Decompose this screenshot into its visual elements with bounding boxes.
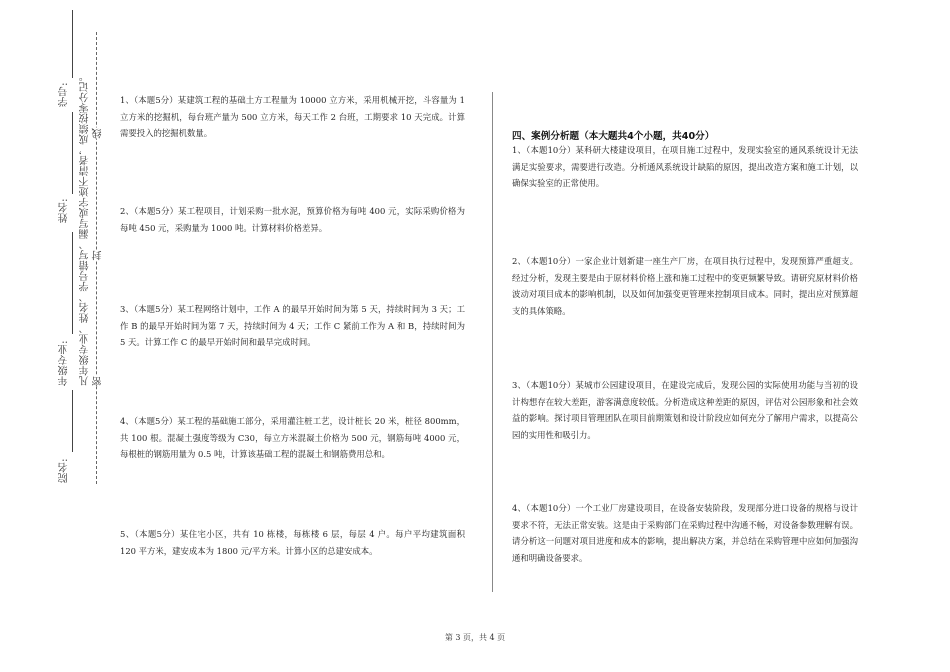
name-label: 姓名: xyxy=(59,198,70,223)
column-separator xyxy=(492,92,493,592)
left-question-3: 3、（本题5分）某工程网络计划中，工作 A 的最早开始时间为第 5 天，持续时间为 3 天；工作 B 的最早开始时间为第 7 天，持续时间为 4 天；工作 C 紧前工作为 A 和 B，持续时间为 5 天。计算工作 C 的最早开始时间和最早完成时间。 xyxy=(120,304,465,347)
left-question-1: 1、（本题5分）某建筑工程的基础土方工程量为 10000 立方米，采用机械开挖，斗容量为 1 立方米的挖掘机，每台班产量为 500 立方米，每天工作 2 台班，工期要求 10 天完成。计算需要投入的挖掘机数量。 xyxy=(120,95,465,138)
left-question-2: 2、（本题5分）某工程项目，计划采购一批水泥，预算价格为每吨 400 元，实际采购价格为每吨 450 元，采购量为 1000 吨。计算材料价格差异。 xyxy=(120,206,465,233)
right-question-4: 4、（本题10分）一个工业厂房建设项目，在设备安装阶段，发现部分进口设备的规格与设计要求不符，无法正常安装。这是由于采购部门在采购过程中沟通不畅，对设备参数理解有误。请分析这一问题对项目进度和成本的影响，提出解决方案，并总结在采购管理中应如何加强沟通和明确设备要求。 xyxy=(512,503,858,563)
section-title: 四、案例分析题（本大题共4个小题，共40分） xyxy=(512,131,715,142)
name-underline xyxy=(72,112,73,194)
seal-mark-xian: 线 xyxy=(93,128,104,139)
school-underline xyxy=(72,390,73,452)
major-label: 年级专业: xyxy=(59,340,70,386)
right-question-2: 2、（本题10分）一家企业计划新建一座生产厂房，在项目执行过程中，发现预算严重超支。经过分析，发现主要是由于原材料价格上涨和施工过程中的变更频繁导致。请研究原材料价格波动对项目成本的影响机制，以及如何加强变更管理来控制项目成本。同时，提出应对预算超支的具体策略。 xyxy=(512,256,858,316)
left-question-5: 5、（本题5分）某住宅小区，共有 10 栋楼，每栋楼 6 层，每层 4 户。每户平均建筑面积 120 平方米，建安成本为 1800 元/平方米。计算小区的总建安成本。 xyxy=(120,529,465,556)
seal-mark-feng: 封 xyxy=(93,250,104,261)
binding-notice: 凡年级专业、姓名、学号错写、漏写或字迹不清者，成绩按零分记。 xyxy=(80,71,91,386)
right-question-3: 3、（本题10分）某城市公园建设项目，在建设完成后，发现公园的实际使用功能与当初的设计构想存在较大差距，游客满意度较低。分析造成这种差距的原因，评估对公园形象和社会效益的影响。探讨项目管理团队在项目前期策划和设计阶段应如何充分了解用户需求，以提高公园的实用性和吸引力。 xyxy=(512,380,858,440)
page-footer: 第 3 页，共 4 页 xyxy=(444,633,506,642)
right-question-1: 1、（本题10分）某科研大楼建设项目，在项目施工过程中，发现实验室的通风系统设计无法满足实验要求，需要进行改造。分析通风系统设计缺陷的原因，提出改造方案和施工计划，以确保实验室的正常使用。 xyxy=(512,145,858,188)
left-question-4: 4、（本题5分）某工程的基础施工部分，采用灌注桩工艺，设计桩长 20 米，桩径 800mm，共 100 根。混凝土强度等级为 C30，每立方米混凝土价格为 500 元，钢筋每吨 4000 元，每根桩的钢筋用量为 0.5 吨，计算该基础工程的混凝土和钢筋费用总和。 xyxy=(120,416,465,459)
seal-mark-mi: 密 xyxy=(93,376,104,387)
student-id-label: 学号: xyxy=(59,82,70,107)
school-label: 院名: xyxy=(59,458,70,483)
student-id-underline xyxy=(72,10,73,78)
major-underline xyxy=(72,232,73,334)
